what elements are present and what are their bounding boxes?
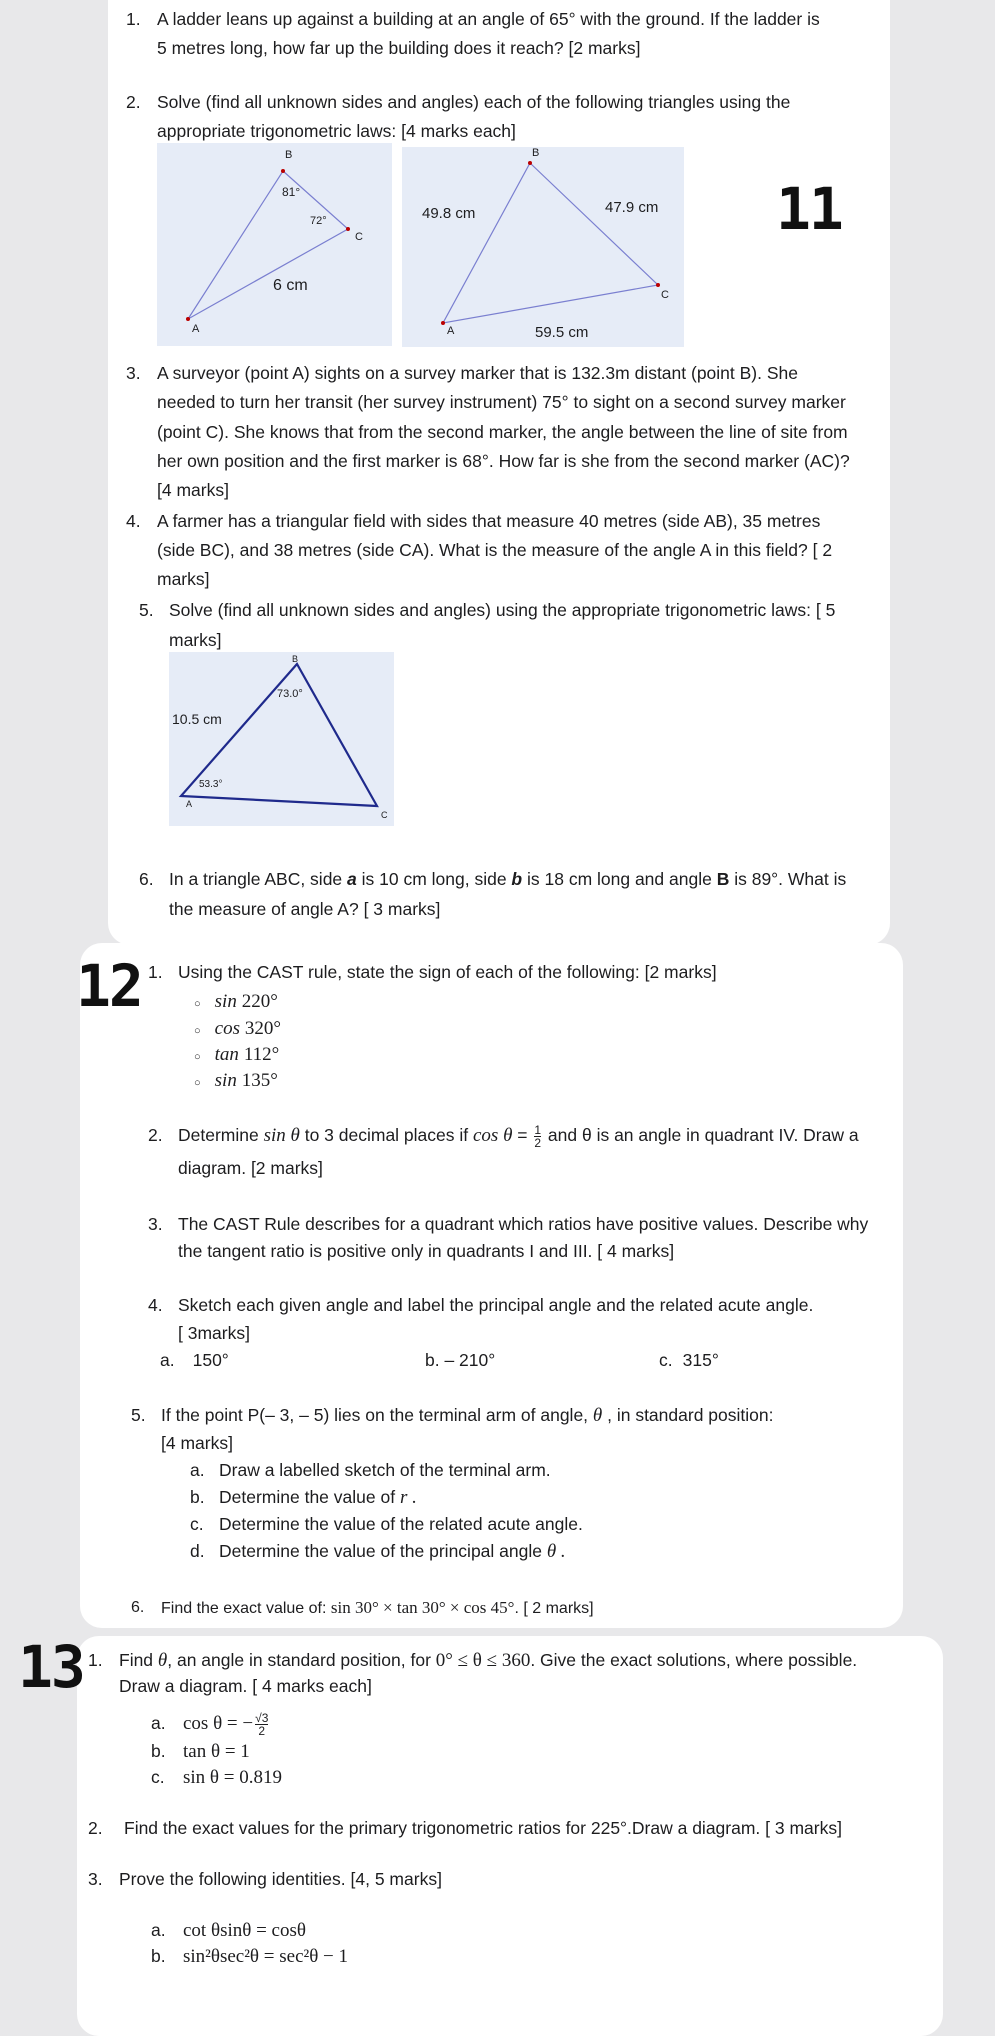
q11-3-number: 3. (126, 363, 141, 383)
triangle-2-svg (402, 147, 684, 347)
vertex-b-label: B (292, 654, 299, 664)
vertex-b-label: B (532, 147, 540, 159)
q12-6-number: 6. (131, 1599, 145, 1616)
triangle-figure-2 (402, 147, 684, 347)
sub-math: r . (399, 1487, 417, 1508)
sub-letter: d. (190, 1541, 205, 1561)
option-expression: tan θ = 1 (183, 1741, 250, 1762)
q13-3-number: 3. (88, 1869, 103, 1889)
triangle-1-svg (157, 143, 392, 346)
side-label: 6 cm (273, 277, 308, 294)
q11-1-number: 1. (126, 9, 141, 29)
q12-5-sub-c (190, 1510, 583, 1539)
unit-13-number: 13 (18, 1633, 84, 1701)
angle-c-label: 72° (310, 215, 327, 227)
option-expression: sin θ = 0.819 (183, 1767, 282, 1788)
q12-4-number: 4. (148, 1295, 163, 1315)
equals-sign: = (512, 1125, 533, 1145)
sin-theta: sin θ (263, 1125, 300, 1146)
q11-3-line: needed to turn her transit (her survey instrument) 75° to sight on a second survey marker (157, 392, 846, 412)
triangle-2-shape (443, 163, 658, 323)
q12-5-text: If the point P(– 3, – 5) lies on the terminal arm of angle, (161, 1405, 593, 1425)
q11-3-line: her own position and the first marker is 68°. How far is she from the second marker (AC)? (157, 451, 850, 471)
q12-2-line2: diagram. [2 marks] (178, 1158, 323, 1178)
q12-2-line1 (178, 1121, 859, 1150)
vertex-a-label: A (447, 325, 455, 337)
q12-2-text: to 3 decimal places if (299, 1125, 473, 1145)
side-ac-label: 59.5 cm (535, 324, 589, 341)
option-letter: c. (659, 1350, 673, 1370)
list-item (194, 1066, 278, 1098)
fraction-root3-over-2 (255, 1712, 268, 1737)
q12-2-text: and θ is an angle in quadrant IV. Draw a (543, 1125, 859, 1145)
identity-expression: cot θsinθ = cosθ (183, 1920, 306, 1941)
vertex-a-label: A (186, 799, 193, 809)
bullet-icon: ○ (194, 998, 201, 1010)
sub-letter: c. (190, 1514, 204, 1534)
q11-6-number: 6. (139, 869, 154, 889)
q12-4-option-b: b. – 210° (425, 1350, 496, 1370)
q11-6-angle-b: B (716, 869, 730, 889)
q13-1-text: , an angle in standard position, for (167, 1650, 436, 1670)
q13-1-line1 (119, 1646, 857, 1675)
q11-2-number: 2. (126, 92, 141, 112)
q12-5-text: , in standard position: (602, 1405, 774, 1425)
fraction-one-half (534, 1124, 541, 1149)
q13-2-number: 2. (88, 1818, 103, 1838)
trig-function: cos (214, 1018, 240, 1039)
q13-1-number: 1. (88, 1650, 103, 1670)
triangle-3-svg (169, 652, 394, 826)
q12-6-text: . [ 2 marks] (514, 1600, 594, 1617)
angle-b-label: 73.0° (277, 688, 303, 700)
option-letter: a. (160, 1350, 175, 1370)
vertex-c-label: C (661, 289, 669, 301)
q11-6-text: In a triangle ABC, side (169, 869, 348, 889)
q11-4-line: (side BC), and 38 metres (side CA). What is the measure of the angle A in this field? [ 2 (157, 540, 833, 560)
bullet-icon: ○ (194, 1051, 201, 1063)
q12-4-option-a (160, 1346, 229, 1375)
vertex-b-dot (528, 161, 532, 165)
option-value: 315° (682, 1350, 719, 1370)
fraction-denominator: 2 (255, 1724, 268, 1737)
identity-expression: sin²θsec²θ = sec²θ − 1 (183, 1946, 349, 1967)
option-letter: b. (151, 1946, 166, 1966)
q11-6-line1 (169, 865, 846, 894)
q12-5-line1 (161, 1401, 773, 1430)
angle-b-label: 81° (282, 185, 301, 199)
vertex-c-dot (656, 283, 660, 287)
triangle-figure-1 (157, 143, 392, 346)
q12-5-sub-a (190, 1456, 551, 1485)
sub-text: Determine the value of (219, 1487, 400, 1507)
vertex-b-label: B (285, 149, 293, 161)
q13-1-option-a (151, 1709, 270, 1738)
q12-5-sub-d (190, 1537, 566, 1566)
vertex-a-dot (186, 317, 190, 321)
q13-3-option-a (151, 1916, 306, 1945)
q11-2-line2: appropriate trigonometric laws: [4 marks each] (157, 121, 516, 141)
q12-4-line1: Sketch each given angle and label the principal angle and the related acute angle. (178, 1295, 814, 1315)
q12-3-line2: the tangent ratio is positive only in quadrants I and III. [ 4 marks] (178, 1241, 675, 1261)
option-letter: a. (151, 1920, 166, 1940)
q12-4-option-c (659, 1346, 719, 1375)
fraction-numerator: 1 (534, 1122, 542, 1137)
q11-4-line: A farmer has a triangular field with sides that measure 40 metres (side AB), 35 metres (157, 511, 821, 531)
angle-a-label: 53.3° (199, 779, 223, 790)
theta-symbol: θ (592, 1405, 603, 1426)
q11-6-side-a: a (347, 869, 357, 889)
q12-6-expression: sin 30° × tan 30° × cos 45° (330, 1598, 515, 1617)
trig-angle: 220° (241, 991, 278, 1012)
q12-2-text: Determine (178, 1125, 264, 1145)
side-ab-label: 49.8 cm (422, 205, 476, 222)
q11-1-line2: 5 metres long, how far up the building does it reach? [2 marks] (157, 38, 641, 58)
trig-angle: 112° (243, 1044, 280, 1065)
sub-letter: a. (190, 1460, 205, 1480)
trig-function: sin (214, 1070, 237, 1091)
q11-6-text: is 89°. What is (729, 869, 847, 889)
q12-3-number: 3. (148, 1214, 163, 1234)
fraction-denominator: 2 (534, 1135, 542, 1150)
q13-1-text: . Give the exact solutions, where possible. (530, 1650, 858, 1670)
vertex-a-label: A (192, 323, 200, 335)
q11-6-text: is 18 cm long and angle (522, 869, 717, 889)
q12-1-text: Using the CAST rule, state the sign of each of the following: [2 marks] (178, 962, 717, 982)
q13-1-option-b (151, 1737, 250, 1766)
trig-angle: 320° (244, 1018, 281, 1039)
q11-3-line: (point C). She knows that from the second marker, the angle between the line of site from (157, 422, 848, 442)
unit-12-number: 12 (76, 952, 142, 1020)
unit-11-number: 11 (776, 175, 842, 243)
q11-6-line2: the measure of angle A? [ 3 marks] (169, 899, 441, 919)
bullet-icon: ○ (194, 1025, 201, 1037)
trig-function: sin (214, 991, 237, 1012)
bullet-icon: ○ (194, 1077, 201, 1089)
vertex-a-dot (441, 321, 445, 325)
q12-6-line (161, 1593, 594, 1623)
q11-5-line2: marks] (169, 630, 222, 650)
q13-3-option-b (151, 1942, 348, 1971)
q12-5-sub-b (190, 1483, 417, 1512)
side-bc-label: 47.9 cm (605, 199, 659, 216)
q13-1-text: Find (119, 1650, 158, 1670)
q11-3-line: A surveyor (point A) sights on a survey marker that is 132.3m distant (point B). She (157, 363, 798, 383)
q11-6-text: is 10 cm long, side (356, 869, 512, 889)
cos-theta: cos θ (473, 1125, 513, 1146)
q13-1-line2: Draw a diagram. [ 4 marks each] (119, 1676, 372, 1696)
theta-symbol: θ (157, 1650, 168, 1671)
sub-text: Determine the value of the related acute angle. (219, 1514, 583, 1534)
q11-4-line: marks] (157, 569, 210, 589)
vertex-c-label: C (355, 231, 363, 243)
q11-6-side-b: b (511, 869, 523, 889)
side-label: 10.5 cm (172, 711, 222, 727)
q11-4-number: 4. (126, 511, 141, 531)
option-expression: cos θ = − (183, 1713, 254, 1734)
option-letter: c. (151, 1767, 165, 1787)
q11-1-line1: A ladder leans up against a building at an angle of 65° with the ground. If the ladder is (157, 9, 820, 29)
q11-5-number: 5. (139, 600, 154, 620)
q11-2-line1: Solve (find all unknown sides and angles) each of the following triangles using the (157, 92, 791, 112)
trig-function: tan (214, 1044, 239, 1065)
sub-text: Determine the value of the principal angle (219, 1541, 547, 1561)
q13-2-text: Find the exact values for the primary trigonometric ratios for 225°.Draw a diagram. [ 3 marks] (124, 1818, 842, 1838)
angle-range: 0° ≤ θ ≤ 360 (435, 1650, 531, 1671)
q12-4-line2: [ 3marks] (178, 1323, 250, 1343)
triangle-1-shape (188, 171, 348, 319)
q12-2-number: 2. (148, 1125, 163, 1145)
option-letter: a. (151, 1713, 166, 1733)
vertex-c-label: C (381, 810, 388, 820)
vertex-c-dot (346, 227, 350, 231)
sub-math: θ . (546, 1541, 566, 1562)
vertex-b-dot (281, 169, 285, 173)
trig-angle: 135° (241, 1070, 278, 1091)
q12-3-line1: The CAST Rule describes for a quadrant which ratios have positive values. Describe why (178, 1214, 869, 1234)
q12-5-number: 5. (131, 1405, 146, 1425)
fraction-numerator: √3 (255, 1710, 269, 1725)
option-value: 150° (192, 1350, 229, 1370)
q12-6-text: Find the exact value of: (161, 1600, 331, 1617)
q11-5-line1: Solve (find all unknown sides and angles) using the appropriate trigonometric laws: [ 5 (169, 600, 836, 620)
q11-3-line: [4 marks] (157, 480, 229, 500)
q12-1-number: 1. (148, 962, 163, 982)
option-letter: b. (151, 1741, 166, 1761)
sub-letter: b. (190, 1487, 205, 1507)
q12-5-line2: [4 marks] (161, 1433, 233, 1453)
triangle-figure-3 (169, 652, 394, 826)
q13-1-option-c (151, 1763, 282, 1792)
sub-text: Draw a labelled sketch of the terminal arm. (219, 1460, 551, 1480)
q13-3-text: Prove the following identities. [4, 5 marks] (119, 1869, 442, 1889)
